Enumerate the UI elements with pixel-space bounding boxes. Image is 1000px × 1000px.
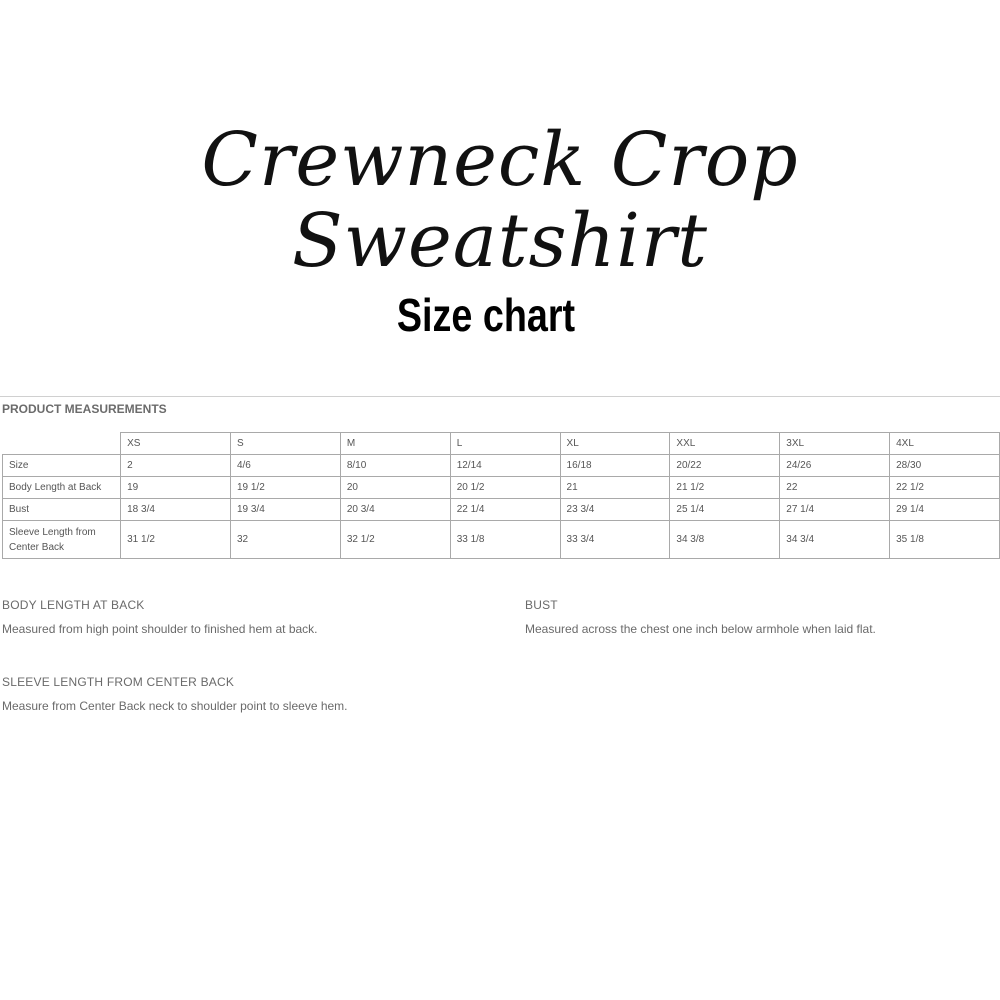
note-bust (525, 598, 876, 636)
note-text: Measured across the chest one inch below armhole when laid flat. (525, 622, 876, 636)
measurements-table (2, 432, 1000, 559)
header-cell: L (450, 433, 560, 455)
note-body-length (2, 598, 318, 636)
note-heading: BUST (525, 598, 558, 612)
table-cell: 29 1/4 (890, 499, 1000, 521)
header-cell: S (230, 433, 340, 455)
table-cell: 32 1/2 (340, 521, 450, 559)
table-cell: 20 (340, 477, 450, 499)
table-cell: 32 (230, 521, 340, 559)
note-heading: SLEEVE LENGTH FROM CENTER BACK (2, 675, 235, 689)
table-row (3, 521, 1000, 559)
header-cell: 4XL (890, 433, 1000, 455)
table-cell: 16/18 (560, 455, 670, 477)
table-row (3, 477, 1000, 499)
table-row (3, 499, 1000, 521)
table-cell: 34 3/4 (780, 521, 890, 559)
header-corner-cell (3, 433, 121, 455)
header-cell: XS (121, 433, 231, 455)
table-cell: 12/14 (450, 455, 560, 477)
note-text: Measured from high point shoulder to finished hem at back. (2, 622, 318, 636)
header-cell: XXL (670, 433, 780, 455)
header-cell: 3XL (780, 433, 890, 455)
table-cell: 33 3/4 (560, 521, 670, 559)
row-label: Body Length at Back (3, 477, 121, 499)
size-chart-heading: Size chart (396, 289, 576, 341)
table-cell: 22 1/2 (890, 477, 1000, 499)
table-cell: 19 (121, 477, 231, 499)
table-cell: 21 1/2 (670, 477, 780, 499)
table-cell: 20 1/2 (450, 477, 560, 499)
table-cell: 27 1/4 (780, 499, 890, 521)
page-title: Crewneck Crop Sweatshirt (201, 117, 799, 285)
table-cell: 20/22 (670, 455, 780, 477)
table-cell: 21 (560, 477, 670, 499)
table-cell: 35 1/8 (890, 521, 1000, 559)
table-cell: 24/26 (780, 455, 890, 477)
table-cell: 18 3/4 (121, 499, 231, 521)
header-cell: XL (560, 433, 670, 455)
table-header-row (3, 433, 1000, 455)
table-row (3, 455, 1000, 477)
table-cell: 19 3/4 (230, 499, 340, 521)
table-cell: 22 (780, 477, 890, 499)
table-cell: 20 3/4 (340, 499, 450, 521)
row-label: Size (3, 455, 121, 477)
table-cell: 22 1/4 (450, 499, 560, 521)
table-cell: 4/6 (230, 455, 340, 477)
section-title: PRODUCT MEASUREMENTS (2, 402, 167, 416)
divider (0, 396, 1000, 397)
row-label: Sleeve Length from Center Back (3, 521, 121, 559)
header-cell: M (340, 433, 450, 455)
row-label: Bust (3, 499, 121, 521)
table-cell: 31 1/2 (121, 521, 231, 559)
note-heading: BODY LENGTH AT BACK (2, 598, 145, 612)
table-cell: 19 1/2 (230, 477, 340, 499)
note-sleeve-length (2, 675, 348, 713)
note-text: Measure from Center Back neck to shoulder point to sleeve hem. (2, 699, 348, 713)
table-cell: 33 1/8 (450, 521, 560, 559)
table-cell: 25 1/4 (670, 499, 780, 521)
table-cell: 28/30 (890, 455, 1000, 477)
table-cell: 8/10 (340, 455, 450, 477)
table-cell: 23 3/4 (560, 499, 670, 521)
table-cell: 2 (121, 455, 231, 477)
table-cell: 34 3/8 (670, 521, 780, 559)
